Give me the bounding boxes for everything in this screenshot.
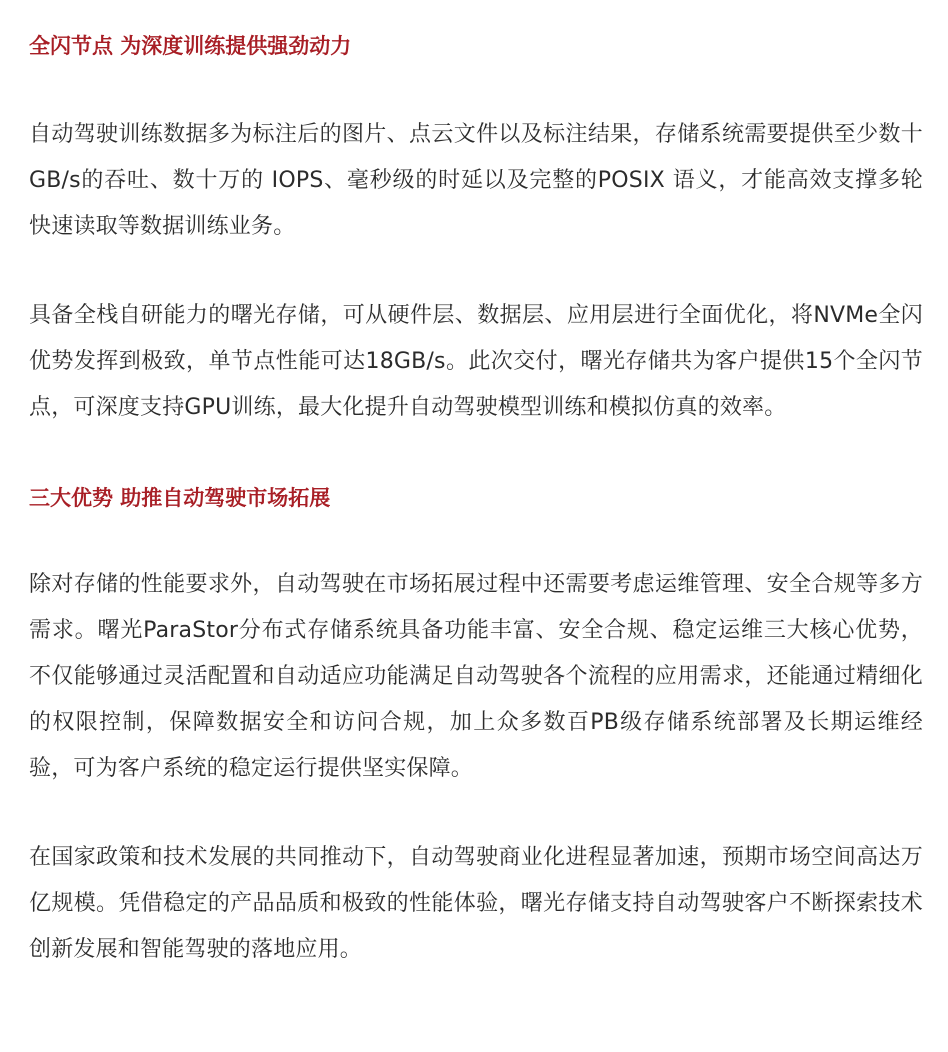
section-heading: 全闪节点 为深度训练提供强劲动力 [29,34,352,58]
section-all-flash-nodes [29,28,923,431]
article-body [29,28,923,973]
section-heading: 三大优势 助推自动驾驶市场拓展 [29,486,331,510]
paragraph: 具备全栈自研能力的曙光存储，可从硬件层、数据层、应用层进行全面优化，将NVMe全闪优势发挥到极致，单节点性能可达18GB/s。此次交付，曙光存储共为客户提供15个全闪节点，可深度支持GPU训练，最大化提升自动驾驶模型训练和模拟仿真的效率。 [29,303,923,420]
paragraph: 在国家政策和技术发展的共同推动下，自动驾驶商业化进程显著加速，预期市场空间高达万亿规模。凭借稳定的产品品质和极致的性能体验，曙光存储支持自动驾驶客户不断探索技术创新发展和智能驾驶的落地应用。 [29,845,923,962]
paragraph: 自动驾驶训练数据多为标注后的图片、点云文件以及标注结果，存储系统需要提供至少数十GB/s的吞吐、数十万的 IOPS、毫秒级的时延以及完整的POSIX 语义，才能高效支撑多轮快速读取等数据训练业务。 [29,122,923,239]
paragraph: 除对存储的性能要求外，自动驾驶在市场拓展过程中还需要考虑运维管理、安全合规等多方需求。曙光ParaStor分布式存储系统具备功能丰富、安全合规、稳定运维三大核心优势，不仅能够通过灵活配置和自动适应功能满足自动驾驶各个流程的应用需求，还能通过精细化的权限控制，保障数据安全和访问合规，加上众多数百PB级存储系统部署及长期运维经验，可为客户系统的稳定运行提供坚实保障。 [29,572,923,781]
section-three-advantages [29,480,923,973]
